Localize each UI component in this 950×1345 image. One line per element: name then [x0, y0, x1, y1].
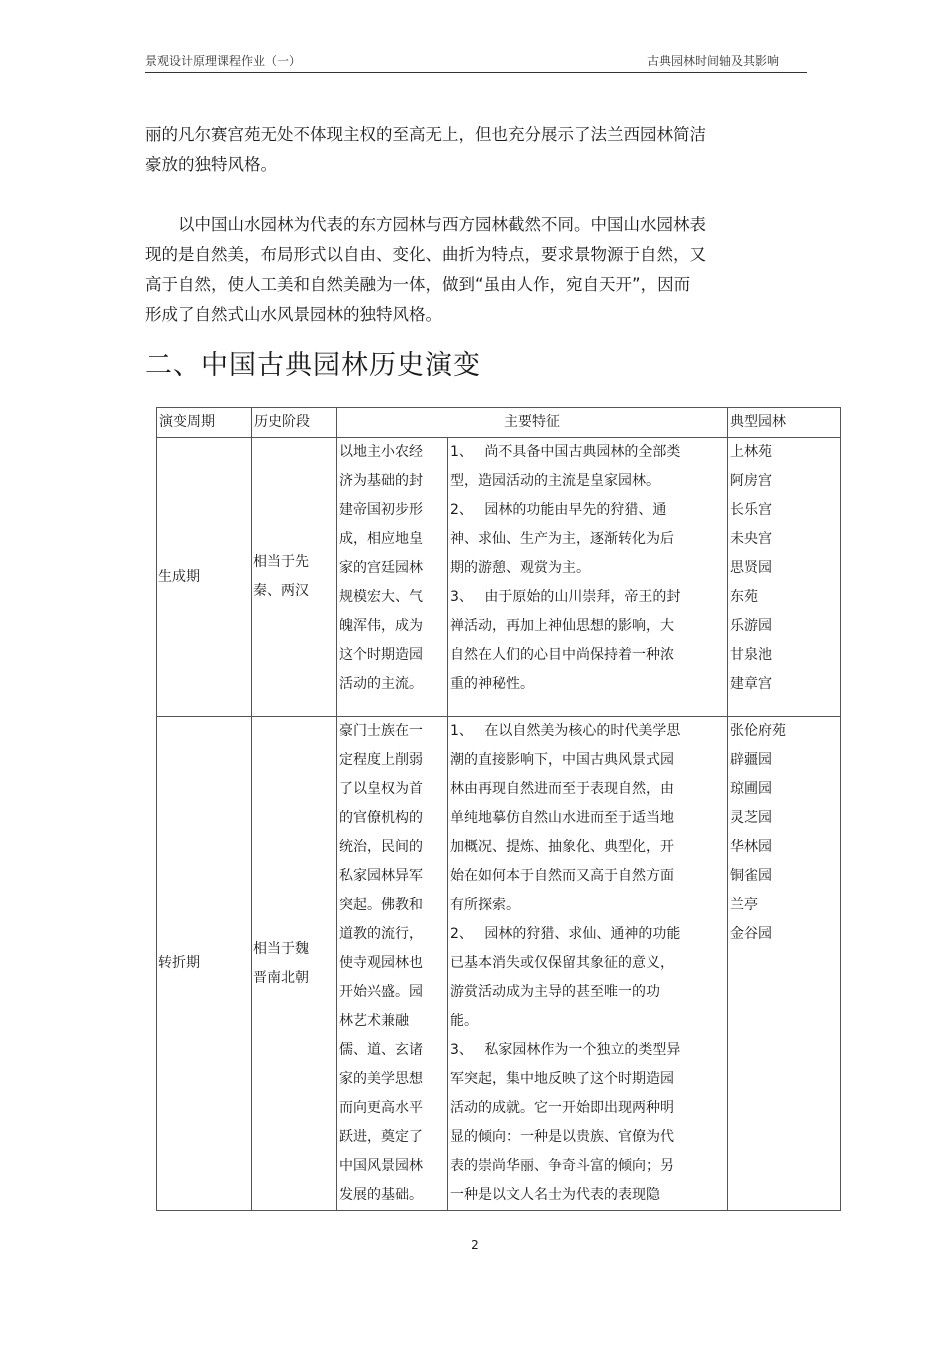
- garden-history-table: [156, 407, 841, 1211]
- header-topic-title: 古典园林时间轴及其影响: [646, 54, 779, 68]
- paragraph-line: 高于自然，使人工美和自然美融为一体，做到“虽由人作，宛自天开”，因而: [145, 275, 691, 294]
- gardens-line: 张伦府苑: [730, 723, 786, 739]
- summary-line: 儒、道、玄诸: [339, 1042, 423, 1058]
- details-cell: [448, 438, 728, 717]
- details-line: 有所探索。: [450, 897, 520, 913]
- header-stage: 历史阶段: [252, 408, 337, 438]
- details-line: 林由再现自然进而至于表现自然，由: [450, 781, 674, 797]
- gardens-line: 长乐宫: [730, 502, 772, 518]
- summary-line: 规模宏大、气: [339, 589, 423, 605]
- summary-line: 私家园林异军: [339, 868, 423, 884]
- details-line: 3、 私家园林作为一个独立的类型异: [450, 1042, 681, 1058]
- details-line: 禅活动，再加上神仙思想的影响，大: [450, 618, 674, 634]
- details-line: 已基本消失或仅保留其象征的意义，: [450, 955, 674, 971]
- summary-line: 济为基础的封: [339, 473, 423, 489]
- header-features: 主要特征: [337, 408, 728, 438]
- details-line: 神、求仙、生产为主，逐渐转化为后: [450, 531, 674, 547]
- summary-line: 统治，民间的: [339, 839, 423, 855]
- summary-line: 使寺观园林也: [339, 955, 423, 971]
- gardens-cell: [728, 717, 841, 1211]
- details-line: 型，造园活动的主流是皇家园林。: [450, 473, 660, 489]
- details-line: 重的神秘性。: [450, 676, 534, 692]
- details-line: 2、 园林的狩猎、求仙、通神的功能: [450, 926, 681, 942]
- summary-line: 跃进，奠定了: [339, 1129, 423, 1145]
- gardens-line: 阿房宫: [730, 473, 772, 489]
- stage-line: 秦、两汉: [253, 583, 309, 599]
- gardens-line: 东苑: [730, 589, 758, 605]
- paragraph-line: 丽的凡尔赛宫苑无处不体现主权的至高无上，但也充分展示了法兰西园林简洁: [145, 125, 706, 144]
- summary-line: 家的宫廷园林: [339, 560, 423, 576]
- stage-line: 晋南北朝: [253, 969, 309, 986]
- stage-line: 相当于魏: [253, 940, 309, 957]
- summary-line: 魄浑伟，成为: [339, 618, 423, 634]
- paragraph-line: 豪放的独特风格。: [145, 155, 277, 174]
- summary-line: 家的美学思想: [339, 1071, 423, 1087]
- gardens-line: 琼圃园: [730, 781, 772, 797]
- gardens-line: 金谷园: [730, 926, 772, 942]
- gardens-line: 乐游园: [730, 618, 772, 634]
- gardens-line: 兰亭: [730, 897, 758, 913]
- details-line: 2、 园林的功能由早先的狩猎、通: [450, 502, 667, 518]
- details-line: 单纯地摹仿自然山水进而至于适当地: [450, 810, 674, 826]
- gardens-line: 铜雀园: [730, 868, 772, 884]
- summary-cell: [337, 717, 448, 1211]
- section-title: 二、中国古典园林历史演变: [145, 350, 481, 381]
- paragraph-line: 形成了自然式山水风景园林的独特风格。: [145, 305, 442, 324]
- summary-line: 道教的流行，: [339, 926, 423, 942]
- stage-line: 相当于先: [253, 554, 309, 570]
- details-line: 加概况、提炼、抽象化、典型化，开: [450, 839, 674, 855]
- summary-line: 豪门士族在一: [339, 723, 423, 739]
- page-number: 2: [471, 1238, 479, 1252]
- header-gardens: 典型园林: [728, 408, 841, 438]
- summary-line: 而向更高水平: [339, 1100, 423, 1116]
- page-header: [145, 50, 807, 73]
- gardens-line: 灵芝园: [730, 810, 772, 826]
- details-line: 潮的直接影响下，中国古典风景式园: [450, 752, 674, 768]
- summary-line: 中国风景园林: [339, 1158, 423, 1174]
- gardens-line: 华林园: [730, 839, 772, 855]
- summary-line: 定程度上削弱: [339, 752, 423, 768]
- gardens-line: 辟疆园: [730, 752, 772, 768]
- gardens-cell: [728, 438, 841, 717]
- summary-line: 发展的基础。: [339, 1187, 423, 1203]
- summary-line: 的官僚机构的: [339, 810, 423, 826]
- details-line: 自然在人们的心目中尚保持着一种浓: [450, 647, 674, 663]
- table-row: [157, 438, 841, 717]
- gardens-line: 未央宫: [730, 531, 772, 547]
- summary-line: 突起。佛教和: [339, 897, 423, 913]
- stage-cell: [252, 717, 337, 1211]
- details-line: 1、 尚不具备中国古典园林的全部类: [450, 444, 681, 460]
- summary-line: 这个时期造园: [339, 647, 423, 663]
- details-line: 3、 由于原始的山川崇拜，帝王的封: [450, 589, 681, 605]
- period-cell: 转折期: [157, 717, 252, 1211]
- summary-line: 了以皇权为首: [339, 781, 423, 797]
- summary-line: 以地主小农经: [339, 444, 423, 460]
- details-line: 期的游憩、观赏为主。: [450, 560, 590, 576]
- table-header-row: [157, 408, 841, 438]
- summary-cell: [337, 438, 448, 717]
- paragraph-eastern-gardens: [145, 210, 765, 330]
- gardens-line: 思贤园: [730, 560, 772, 576]
- gardens-line: 上林苑: [730, 444, 772, 460]
- header-period: 演变周期: [157, 408, 252, 438]
- period-cell: 生成期: [157, 438, 252, 717]
- paragraph-versailles: [145, 120, 765, 180]
- gardens-line: 建章宫: [730, 676, 772, 692]
- details-line: 表的崇尚华丽、争奇斗富的倾向；另: [450, 1158, 674, 1174]
- details-line: 游赏活动成为主导的甚至唯一的功: [450, 984, 660, 1000]
- summary-line: 林艺术兼融: [339, 1013, 409, 1029]
- summary-line: 活动的主流。: [339, 676, 423, 692]
- summary-line: 成，相应地皇: [339, 531, 423, 547]
- header-course-title: 景观设计原理课程作业（一）: [145, 54, 302, 68]
- table-row: [157, 717, 841, 1211]
- details-line: 活动的成就。它一开始即出现两种明: [450, 1100, 674, 1116]
- details-line: 显的倾向：一种是以贵族、官僚为代: [450, 1129, 674, 1145]
- details-line: 能。: [450, 1013, 478, 1029]
- details-line: 一种是以文人名士为代表的表现隐: [450, 1187, 660, 1203]
- details-line: 1、 在以自然美为核心的时代美学思: [450, 723, 681, 739]
- gardens-line: 甘泉池: [730, 647, 772, 663]
- details-line: 军突起，集中地反映了这个时期造园: [450, 1071, 674, 1087]
- paragraph-line: 现的是自然美，布局形式以自由、变化、曲折为特点，要求景物源于自然，又: [145, 245, 706, 264]
- paragraph-line: 以中国山水园林为代表的东方园林与西方园林截然不同。中国山水园林表: [178, 215, 706, 234]
- details-cell: [448, 717, 728, 1211]
- stage-cell: [252, 438, 337, 717]
- details-line: 始在如何本于自然而又高于自然方面: [450, 868, 674, 884]
- summary-line: 建帝国初步形: [339, 502, 423, 518]
- summary-line: 开始兴盛。园: [339, 984, 423, 1000]
